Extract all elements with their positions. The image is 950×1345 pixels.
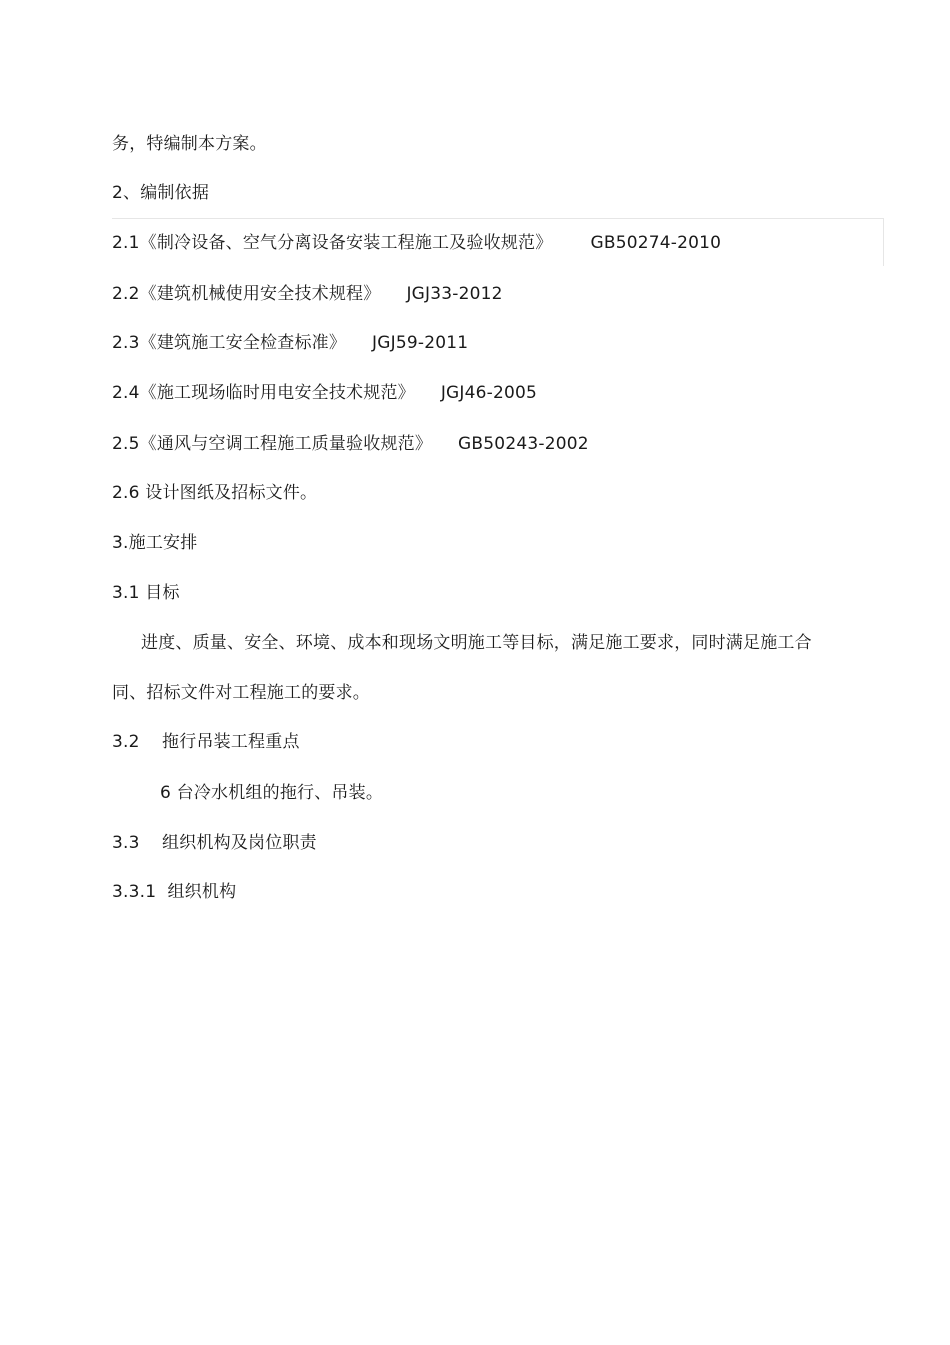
reference-title: 《制冷设备、空气分离设备安装工程施工及验收规范》 (139, 233, 553, 253)
reference-number: 2.2 (112, 284, 140, 304)
section-2-heading: 2、编制依据 (112, 183, 210, 203)
reference-2-1 (112, 232, 721, 254)
section-3-1-paragraph-line-1: 进度、质量、安全、环境、成本和现场文明施工等目标，满足施工要求，同时满足施工合 (141, 633, 812, 653)
item-2-6: 2.6 设计图纸及招标文件。 (112, 483, 318, 503)
reference-title: 《施工现场临时用电安全技术规范》 (139, 383, 415, 403)
section-3-3-1-heading: 3.3.1 组织机构 (112, 882, 237, 902)
reference-2-4 (112, 382, 537, 404)
reference-2-2 (112, 283, 503, 305)
table-border-top (112, 218, 883, 219)
section-3-2-paragraph: 6 台冷水机组的拖行、吊装。 (160, 783, 384, 803)
reference-code: GB50243-2002 (458, 434, 589, 454)
reference-number: 2.1 (112, 233, 140, 253)
reference-number: 2.4 (112, 383, 140, 403)
section-3-heading: 3.施工安排 (112, 533, 198, 553)
section-3-1-paragraph-line-2: 同、招标文件对工程施工的要求。 (112, 683, 370, 703)
continuation-text: 务，特编制本方案。 (112, 134, 267, 154)
section-3-2-heading: 3.2 拖行吊装工程重点 (112, 732, 300, 752)
section-3-1-heading: 3.1 目标 (112, 583, 180, 603)
reference-title: 《通风与空调工程施工质量验收规范》 (139, 434, 433, 454)
reference-2-5 (112, 433, 589, 455)
table-border-right (883, 218, 884, 266)
reference-2-3 (112, 332, 468, 354)
reference-title: 《建筑机械使用安全技术规程》 (139, 284, 381, 304)
reference-code: JGJ46-2005 (440, 383, 538, 403)
reference-code: JGJ33-2012 (406, 284, 503, 304)
reference-number: 2.5 (112, 434, 140, 454)
reference-number: 2.3 (112, 333, 140, 353)
reference-code: JGJ59-2011 (372, 333, 469, 353)
section-3-3-heading: 3.3 组织机构及岗位职责 (112, 833, 317, 853)
reference-code: GB50274-2010 (590, 233, 722, 253)
reference-title: 《建筑施工安全检查标准》 (139, 333, 347, 353)
